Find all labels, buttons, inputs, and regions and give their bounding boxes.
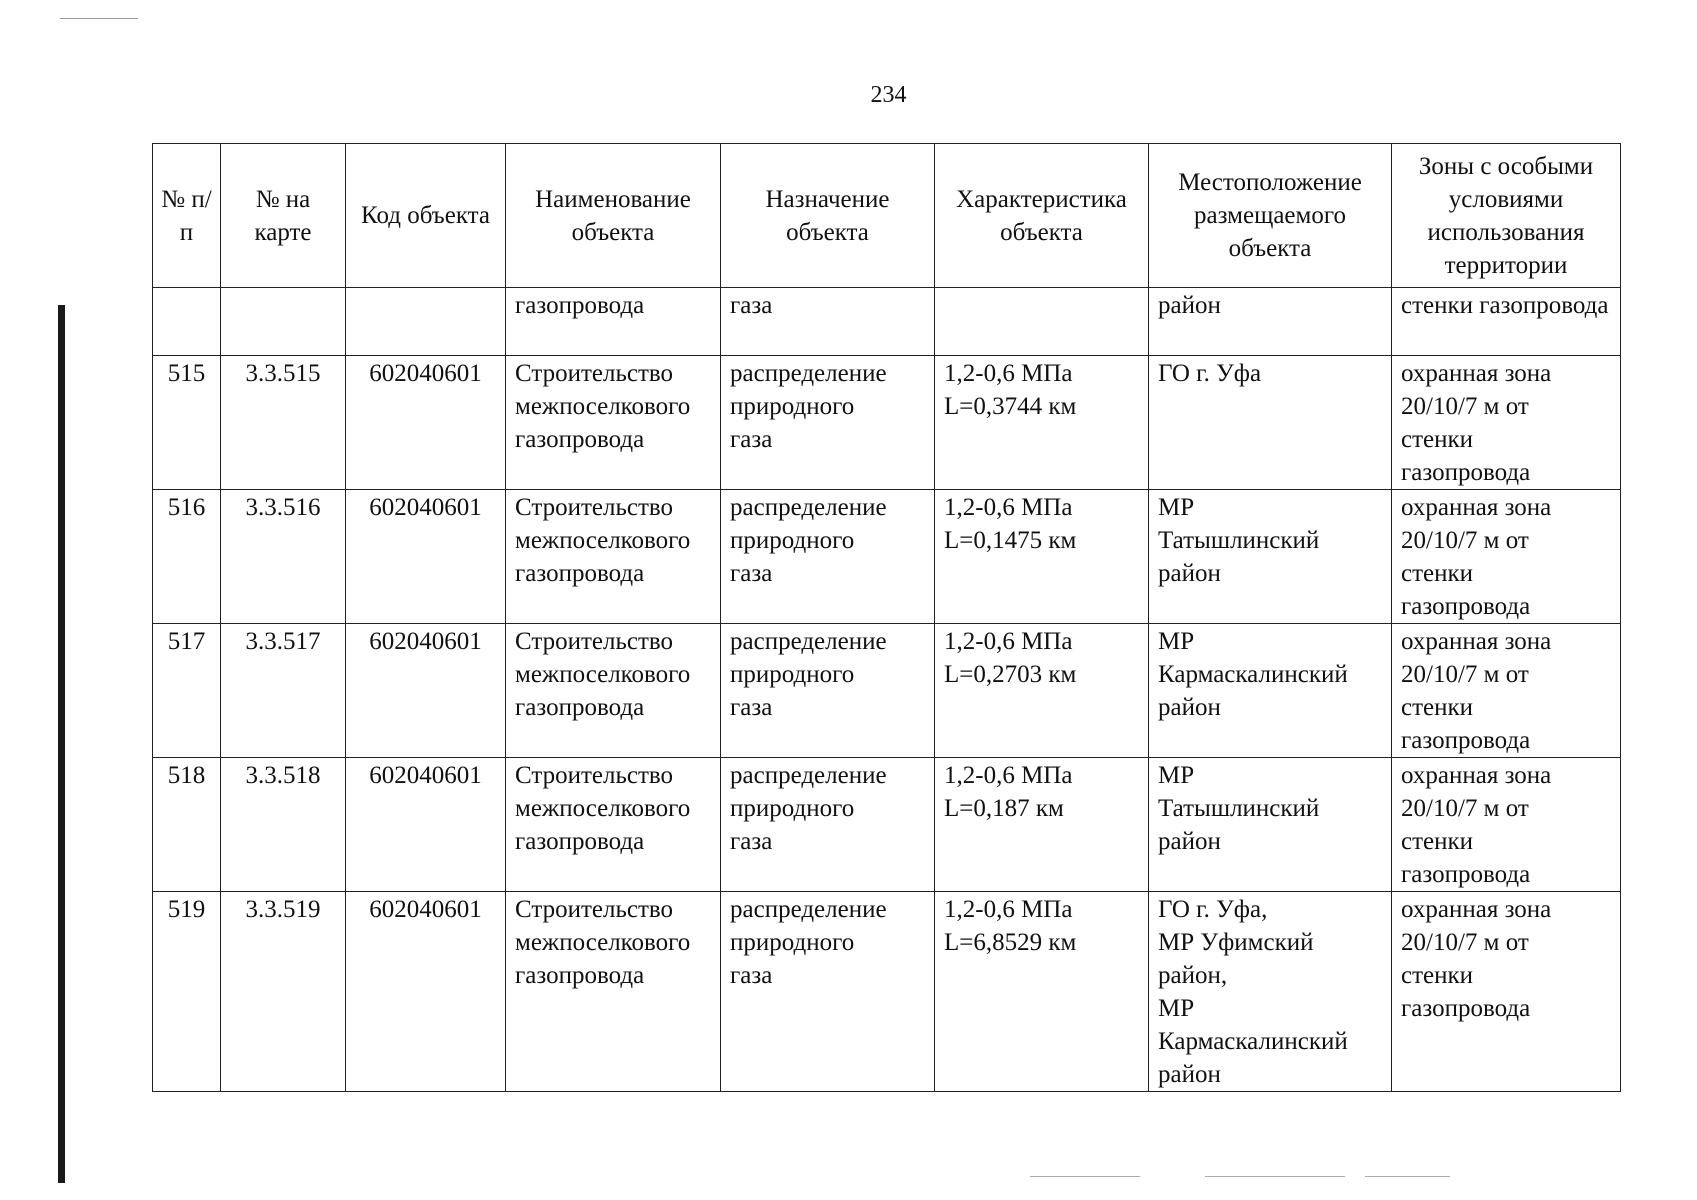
cell-location: район <box>1149 288 1392 356</box>
cell-text-line: распределение <box>730 762 887 789</box>
scan-artifact-dash <box>1030 1176 1140 1177</box>
cell-text-line: Кармаскалинский <box>1158 661 1348 688</box>
header-name: Наименование объекта <box>506 144 721 288</box>
cell-text-line: МР Уфимский <box>1158 929 1314 956</box>
cell-text-line: межпоселкового <box>515 661 691 688</box>
cell-num: 517 <box>153 624 221 758</box>
cell-text-line: межпоселкового <box>515 527 691 554</box>
cell-purpose <box>721 356 935 490</box>
cell-zones <box>1392 356 1621 490</box>
cell-text-line: газа <box>730 426 773 453</box>
cell-text-line: газопровода <box>515 560 645 587</box>
cell-text-line: район <box>1158 694 1221 721</box>
cell-text-line: распределение <box>730 628 887 655</box>
cell-num: 518 <box>153 758 221 892</box>
cell-code: 602040601 <box>346 758 506 892</box>
scan-artifact-dash <box>1365 1176 1450 1177</box>
cell-map-no: 3.3.517 <box>221 624 346 758</box>
cell-code: 602040601 <box>346 356 506 490</box>
cell-text-line: природного <box>730 393 855 420</box>
cell-name <box>506 490 721 624</box>
cell-text-line: охранная зона <box>1401 896 1552 923</box>
cell-text-line: газа <box>730 828 773 855</box>
cell-text-line: природного <box>730 795 855 822</box>
scan-artifact-line <box>60 18 138 19</box>
cell-characteristic <box>935 490 1149 624</box>
cell-zones <box>1392 624 1621 758</box>
cell-text-line: 20/10/7 м от <box>1401 527 1529 554</box>
cell-zones <box>1392 758 1621 892</box>
cell-text-line: охранная зона <box>1401 494 1552 521</box>
cell-text-line: 1,2-0,6 МПа <box>944 494 1073 521</box>
cell-text-line: Строительство <box>515 896 674 923</box>
cell-text-line: газопровода <box>1401 593 1531 620</box>
cell-text-line: Строительство <box>515 494 674 521</box>
cell-characteristic <box>935 758 1149 892</box>
cell-text-line: стенки <box>1401 962 1474 989</box>
cell-location <box>1149 624 1392 758</box>
cell-map-no: 3.3.519 <box>221 892 346 1092</box>
table-row <box>153 892 1621 1092</box>
cell-text-line: Строительство <box>515 360 674 387</box>
cell-text-line: газопровода <box>515 694 645 721</box>
cell-text-line: охранная зона <box>1401 628 1552 655</box>
cell-text-line: ГО г. Уфа <box>1158 360 1262 387</box>
cell-code <box>346 288 506 356</box>
cell-text-line: охранная зона <box>1401 360 1552 387</box>
cell-purpose: газа <box>721 288 935 356</box>
cell-text-line: газа <box>730 694 773 721</box>
header-purpose: Назначение объекта <box>721 144 935 288</box>
cell-name <box>506 892 721 1092</box>
cell-text-line: стенки <box>1401 426 1474 453</box>
cell-text-line: 1,2-0,6 МПа <box>944 628 1073 655</box>
cell-text-line: МР <box>1158 762 1195 789</box>
table-row <box>153 490 1621 624</box>
cell-name: газопровода <box>506 288 721 356</box>
cell-text-line: 1,2-0,6 МПа <box>944 762 1073 789</box>
cell-location <box>1149 892 1392 1092</box>
cell-text-line: 20/10/7 м от <box>1401 795 1529 822</box>
cell-characteristic <box>935 288 1149 356</box>
cell-purpose <box>721 892 935 1092</box>
cell-text-line: ГО г. Уфа, <box>1158 896 1268 923</box>
cell-code: 602040601 <box>346 892 506 1092</box>
cell-text-line: Татышлинский <box>1158 795 1320 822</box>
cell-text-line: газопровода <box>515 426 645 453</box>
cell-text-line: Кармаскалинский <box>1158 1028 1348 1055</box>
cell-characteristic <box>935 624 1149 758</box>
cell-purpose <box>721 624 935 758</box>
cell-map-no: 3.3.516 <box>221 490 346 624</box>
cell-text-line: стенки <box>1401 560 1474 587</box>
header-characteristic: Характеристика объекта <box>935 144 1149 288</box>
cell-text-line: газопровода <box>1401 861 1531 888</box>
table-row <box>153 758 1621 892</box>
cell-name <box>506 758 721 892</box>
cell-text-line: газопровода <box>515 828 645 855</box>
table-row <box>153 356 1621 490</box>
cell-text-line: межпоселкового <box>515 795 691 822</box>
cell-text-line: Строительство <box>515 628 674 655</box>
cell-text-line: природного <box>730 661 855 688</box>
table-row <box>153 624 1621 758</box>
cell-text-line: 1,2-0,6 МПа <box>944 896 1073 923</box>
cell-text-line: распределение <box>730 360 887 387</box>
cell-text-line: газа <box>730 962 773 989</box>
cell-map-no: 3.3.515 <box>221 356 346 490</box>
header-map-no: № на карте <box>221 144 346 288</box>
cell-characteristic <box>935 892 1149 1092</box>
cell-text-line: стенки <box>1401 694 1474 721</box>
cell-name <box>506 624 721 758</box>
header-zones: Зоны с особыми условиями использования территории <box>1392 144 1621 288</box>
cell-text-line: 20/10/7 м от <box>1401 929 1529 956</box>
cell-text-line: 20/10/7 м от <box>1401 393 1529 420</box>
cell-text-line: район <box>1158 560 1221 587</box>
scan-artifact-dash <box>1205 1176 1345 1177</box>
cell-zones: стенки газопровода <box>1392 288 1621 356</box>
cell-text-line: МР <box>1158 628 1195 655</box>
cell-num <box>153 288 221 356</box>
scan-artifact-bar <box>58 305 65 1183</box>
cell-text-line: распределение <box>730 896 887 923</box>
cell-text-line: природного <box>730 929 855 956</box>
cell-num: 515 <box>153 356 221 490</box>
header-code: Код объекта <box>346 144 506 288</box>
cell-text-line: МР <box>1158 494 1195 521</box>
cell-code: 602040601 <box>346 490 506 624</box>
cell-text-line: газопровода <box>515 962 645 989</box>
cell-text-line: межпоселкового <box>515 929 691 956</box>
cell-text-line: природного <box>730 527 855 554</box>
table-row-continuation <box>153 288 1621 356</box>
cell-map-no: 3.3.518 <box>221 758 346 892</box>
cell-purpose <box>721 490 935 624</box>
cell-location <box>1149 490 1392 624</box>
cell-text-line: Татышлинский <box>1158 527 1320 554</box>
cell-text-line: газа <box>730 560 773 587</box>
cell-text-line: Строительство <box>515 762 674 789</box>
cell-text-line: межпоселкового <box>515 393 691 420</box>
cell-text-line: охранная зона <box>1401 762 1552 789</box>
cell-num: 519 <box>153 892 221 1092</box>
objects-table <box>152 143 1621 1092</box>
cell-text-line: газопровода <box>1401 727 1531 754</box>
cell-text-line: распределение <box>730 494 887 521</box>
cell-text-line: L=0,2703 км <box>944 661 1077 688</box>
cell-text-line: район <box>1158 828 1221 855</box>
cell-text-line: L=0,187 км <box>944 795 1064 822</box>
table-header-row <box>153 144 1621 288</box>
header-location: Местоположение размещаемого объекта <box>1149 144 1392 288</box>
cell-text-line: 20/10/7 м от <box>1401 661 1529 688</box>
cell-code: 602040601 <box>346 624 506 758</box>
cell-text-line: газопровода <box>1401 459 1531 486</box>
cell-characteristic <box>935 356 1149 490</box>
cell-text-line: район, <box>1158 962 1228 989</box>
header-num: № п/п <box>153 144 221 288</box>
cell-text-line: 1,2-0,6 МПа <box>944 360 1073 387</box>
cell-zones <box>1392 490 1621 624</box>
cell-text-line: МР <box>1158 995 1195 1022</box>
cell-location <box>1149 356 1392 490</box>
cell-text-line: газопровода <box>1401 995 1531 1022</box>
cell-text-line: L=0,1475 км <box>944 527 1077 554</box>
cell-map-no <box>221 288 346 356</box>
cell-num: 516 <box>153 490 221 624</box>
cell-zones <box>1392 892 1621 1092</box>
cell-text-line: район <box>1158 1061 1221 1088</box>
cell-name <box>506 356 721 490</box>
cell-text-line: L=6,8529 км <box>944 929 1077 956</box>
cell-purpose <box>721 758 935 892</box>
cell-text-line: L=0,3744 км <box>944 393 1077 420</box>
cell-text-line: стенки <box>1401 828 1474 855</box>
page-number: 234 <box>870 82 907 108</box>
cell-location <box>1149 758 1392 892</box>
